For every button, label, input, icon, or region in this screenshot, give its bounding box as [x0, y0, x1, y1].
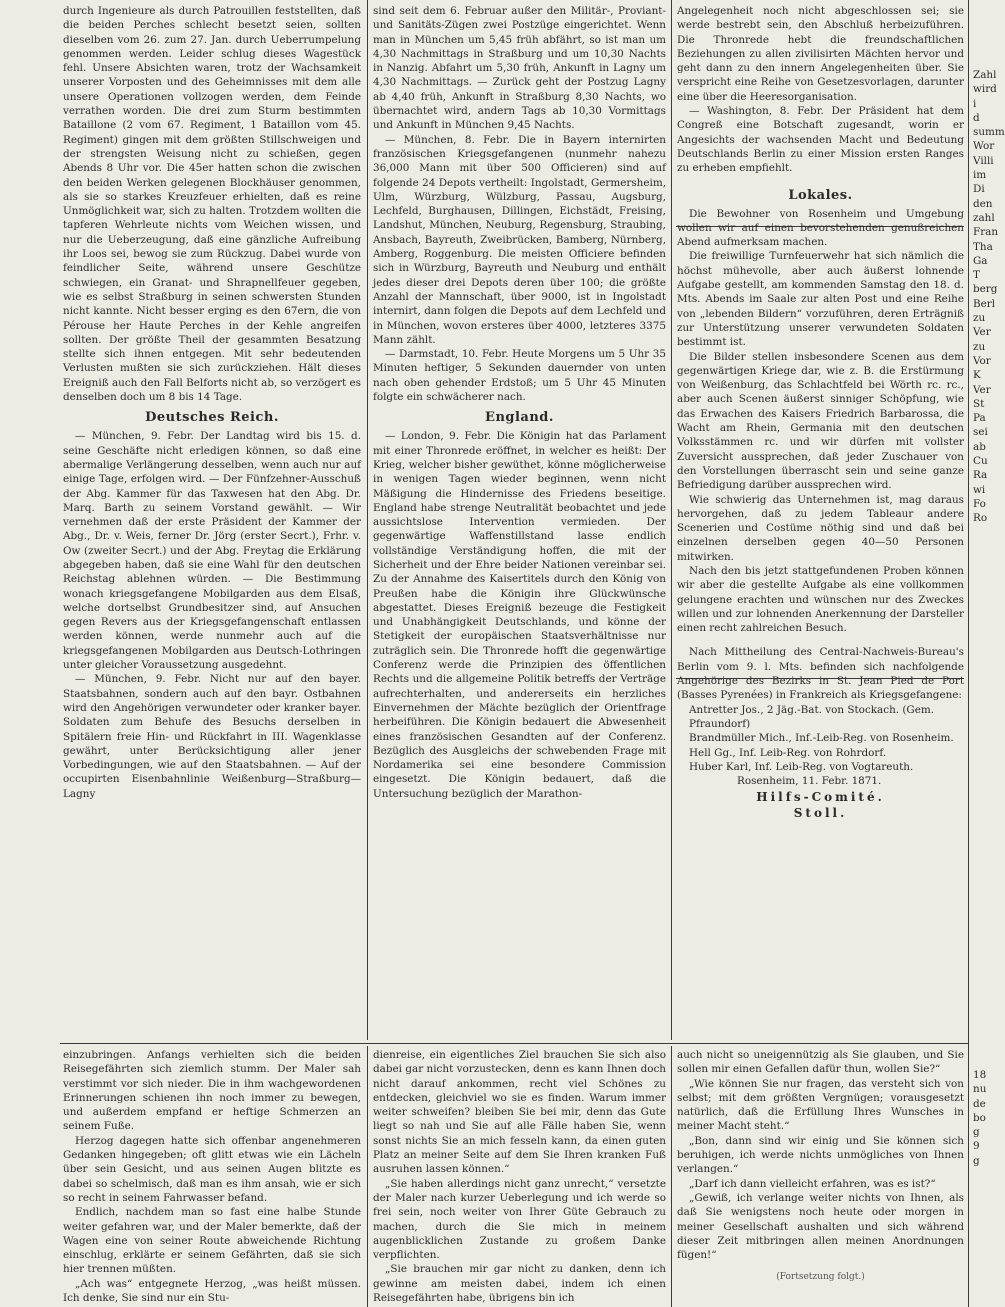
edge-fragment: bo: [973, 1111, 986, 1124]
edge-fragment: Ga: [973, 254, 988, 267]
edge-fragment: wird: [973, 83, 997, 96]
feuilleton-paragraph-2: Herzog dagegen hatte sich offenbar angenehmeren Gedanken hingegeben; oft glitt etwas wie ein Lächeln über sein Gesicht, und aus seinen Augen blitzte es dabei so schelmisch, daß man es ihm ansah, wie er sich so recht in seinem Fahrwasser befand.: [63, 1134, 361, 1204]
feuilleton-rule: [60, 1043, 968, 1044]
notice-entry-1: Antretter Jos., 2 Jäg.-Bat. von Stockach. (Gem. Pfraundorf): [689, 703, 935, 730]
edge-fragment: St: [973, 397, 985, 410]
article-belfort: durch Ingenieure als durch Patrouillen feststellten, daß die beiden Perches schlecht besetzt seien, sollten dieselben vom 26. zum 27. Jan. durch Ueberrumpelung genommen werden. Leider schlug dieses Wagestück fehl. Unsere Absichten waren, trotz der Wachsamkeit unserer Vorposten und des Geheimnisses mit dem alle unsere Operationen vollzogen werden, dem Feinde verrathen worden. Die drei zum Sturm bestimmten Bataillone (2 vom 67. Regiment, 1 Bataillon vom 45. Regiment) gingen mit dem größten Stillschweigen und der strengsten Weisung nicht zu schießen, gegen Abends 8 Uhr vor. Die 45er hatten schon die zwischen den beiden Werken gelegenen Blockhäuser genommen, als sie so starkes Kreuzfeuer erhielten, daß es reine Unmöglichkeit war, sich zu halten. Trotzdem wollten die tapferen Wehrleute nichts vom Weichen wissen, und nur die Ueberzeugung, daß eine gänzliche Aufreibung ihr Loos sei, bewog sie zum Rückzug. Dabei wurde von feindlicher Seite, während unsere Geschütze schwiegen, ein Granat- und Shrapnellfeuer gegeben, wie es selbst Straßburg in seinen schwersten Stunden nicht kannte. Nicht besser erging es den 67ern, die von Pérouse her Haute Perches in der Kehle angreifen sollten. Der größte Theil der gesammten Besatzung stellte sich ihnen entgegen. Mit sehr bedeutenden Verlusten mußten sie sich zurückziehen. Hält dieses Ereigniß auch den Fall Belforts nicht ab, so verzögert es denselben doch um 8 bis 14 Tage.: [63, 5, 361, 404]
edge-fragment: de: [973, 1097, 986, 1110]
feuilleton-paragraph-5: dienreise, ein eigentliches Ziel brauchen Sie sich also dabei gar nicht vorzustecken, denn es kann Ihnen doch nicht darauf ankommen, recht viel Schönes zu entdecken, gleichviel wo sie es finden. Warum immer weiter schweifen? bleiben Sie bei mir, denn das Gute liegt so nah und Sie auf alle Fälle haben Sie, wenn sonst nichts Sie an mich fesseln kann, da einen guten Platz an meiner Seite auf dem Sie Ihren kranken Fuß ausruhen lassen können.“: [373, 1049, 666, 1176]
edge-fragments-bottom: [973, 1068, 1000, 1303]
edge-fragment: ab: [973, 440, 986, 453]
edge-fragment: K: [973, 369, 981, 382]
edge-fragment: nu: [973, 1083, 987, 1096]
edge-fragment: Ro: [973, 512, 988, 525]
edge-fragment: den: [973, 197, 993, 210]
edge-fragment: Wor: [973, 140, 995, 153]
notice-kriegsgefangene: Nach Mittheilung des Central-Nachweis-Bureau's Berlin vom 9. l. Mts. befinden sich nachfolgende Angehörige des Bezirks in St. Jean Pied de Port (Basses Pyrenées) in Frankreich als Kriegsgefangene:: [677, 646, 964, 702]
notice-signature-name: Stoll.: [793, 806, 848, 821]
feuilleton-paragraph-10: „Bon, dann sind wir einig und Sie können sich beruhigen, ich werde nichts unmögliches von Ihnen verlangen.“: [677, 1134, 964, 1176]
edge-fragment: g: [973, 1126, 980, 1139]
edge-fragment: Fo: [973, 497, 986, 510]
top-column-2: [373, 4, 666, 1040]
edge-fragments-top: [973, 68, 1005, 1038]
edge-fragment: Villi: [973, 154, 994, 167]
edge-fragment: 18: [973, 1069, 987, 1081]
bottom-column-1: [63, 1048, 361, 1303]
column-rule-bottom-1: [367, 1046, 368, 1307]
notice-entry-2: Brandmüller Mich., Inf.-Leib-Reg. von Rosenheim.: [689, 732, 954, 745]
feuilleton-paragraph-7: „Sie brauchen mir gar nicht zu danken, denn ich gewinne am meisten dabei, indem ich einen Reisegefährten habe, übrigens bin ich: [373, 1263, 666, 1305]
edge-fragment: Cu: [973, 455, 988, 468]
edge-fragment: d: [973, 111, 980, 124]
feuilleton-paragraph-9: „Wie können Sie nur fragen, das versteht sich von selbst; mit dem größten Vergnügen; vorausgesetzt natürlich, daß die Erfüllung Ihres Wunsches in meiner Macht steht.“: [677, 1077, 964, 1133]
edge-fragment: im: [973, 169, 987, 182]
edge-fragment: Fran: [973, 226, 999, 239]
feuilleton-paragraph-11: „Darf ich dann vielleicht erfahren, was es ist?“: [689, 1177, 936, 1190]
column-rule-bottom-2: [671, 1046, 672, 1307]
article-london: — London, 9. Febr. Die Königin hat das Parlament mit einer Thronrede eröffnet, in welcher es heißt: Der Krieg, welcher bisher gewüthet, könne möglicherweise in wenigen Tagen wieder beginnen, wenn nicht Mäßigung die Hindernisse des Friedens beseitige. England habe strenge Neutralität beobachtet und jede aussichtslose Intervention vermieden. Der gegenwärtige Waffenstillstand lasse endlich vollständige Verständigung hoffen, die mit der Sicherheit und der Ehre beider Nationen vereinbar sei. Zu der Annahme des Kaisertitels durch den König von Preußen habe die Königin ihre Glückwünsche abgestattet. Dieses Ereigniß bezeuge die Festigkeit und Unabhängigkeit Deutschlands, und könne der Stetigkeit der europäischen Staatsverhältnisse nur zuträglich sein. Die Thronrede hofft die gegenwärtige Conferenz werde die Prinzipien des öffentlichen Rechts und die allgemeine Politik betreffs der Verträge aufrechterhalten, und andererseits ein herzliches Einvernehmen der Mächte bezüglich der Orientfrage herbeiführen. Die Königin bedauert die Abwesenheit eines französischen Gesandten auf der Conferenz. Bezüglich des Ausgleichs der schwebenden Frage mit Nordamerika sei eine besondere Commission eingesetzt. Die Königin bedauert, daß die Untersuchung bezüglich der Marathon-: [373, 430, 666, 800]
edge-fragment: zu: [973, 340, 986, 353]
edge-fragment: sei: [973, 426, 988, 439]
column-rule-1: [367, 0, 368, 1040]
article-thronrede-cont: Angelegenheit noch nicht abgeschlossen sei; sie werde bestrebt sein, den Abschluß herbeizuführen. Die Thronrede hebt die freundschaftlichen Beziehungen zu allen zivilisirten Mächten hervor und geht dann zu den innern Angelegenheiten über. Sie verspricht eine Reihe von Gesetzesvorlagen, darunter eine über die Heeresorganisation.: [677, 5, 964, 103]
lokales-paragraph-5: Nach den bis jetzt stattgefundenen Proben können wir aber die gestellte Aufgabe als eine vollkommen gelungene erachten und wünschen nur des Zweckes willen und zur lohnenden Anerkennung der Darsteller einen recht zahlreichen Besuch.: [677, 564, 964, 635]
edge-fragment: zahl: [973, 211, 995, 224]
section-heading-deutsches-reich: Deutsches Reich.: [145, 410, 279, 426]
edge-fragment: Ver: [973, 383, 991, 396]
article-postzuege: sind seit dem 6. Februar außer den Militär-, Proviant- und Sanitäts-Zügen zwei Postzüge eingerichtet. Wenn man in München um 5,45 früh abfährt, so ist man um 4,30 Nachmittags in Straßburg und um 10,30 Nachts in Nanzig. Abfahrt um 5,30 früh, Ankunft in Lagny um 4,30 Nachmittags. — Zurück geht der Postzug Lagny ab 4,40 früh, Ankunft in Straßburg 8,30 Nachts, wo übernachtet wird, andern Tags ab 10,30 Vormittags und Ankunft in München 9,45 Nachts.: [373, 5, 666, 132]
edge-fragment: Zahl: [973, 69, 997, 81]
edge-fragment: Tha: [973, 240, 993, 253]
edge-fragment: Ra: [973, 469, 988, 482]
column-rule-right: [968, 0, 969, 1307]
notice-entry-4: Huber Karl, Inf. Leib-Reg. von Vogtareuth.: [689, 760, 914, 773]
lokales-paragraph-2: Die freiwillige Turnfeuerwehr hat sich nämlich die höchst mühevolle, aber auch äußerst lohnende Aufgabe gestellt, am kommenden Samstag den 18. d. Mts. Abends im Saale zur alten Post und eine Reihe von „lebenden Bildern“ vorzuführen, deren Erträgniß zur Unterstützung unserer verwundeten Soldaten bestimmt ist.: [677, 250, 964, 349]
edge-fragment: 9: [973, 1140, 980, 1153]
lokales-paragraph-1: Die Bewohner von Rosenheim und Umgebung wollen wir auf einen bevorstehenden genußreichen Abend aufmerksam machen.: [677, 207, 964, 249]
feuilleton-paragraph-4: „Ach was“ entgegnete Herzog, „was heißt müssen. Ich denke, Sie sind nur ein Stu-: [63, 1277, 361, 1305]
feuilleton-paragraph-3: Endlich, nachdem man so fast eine halbe Stunde weiter gefahren war, und der Maler bemerkte, daß der Wagen eine von seiner Route abweichende Richtung einschlug, erklärte er seinem Gefährten, daß sie sich hier trennen müßten.: [63, 1206, 361, 1276]
continuation-note: (Fortsetzung folgt.): [776, 1272, 865, 1283]
lokales-paragraph-3: Die Bilder stellen insbesondere Scenen aus dem gegenwärtigen Kriege dar, wie z. B. die Erstürmung von Weißenburg, das Schlachtfeld bei Wörth rc. rc., aber auch Scenen äußerst sinniger Schöpfung, wie das Erwachen des Kaisers Friedrich Barbarossa, die Wacht am Rhein, Germania mit den deutschen Volksstämmen rc. und wir dürfen mit vollster Zuversicht aussprechen, daß jeder Zuschauer von den Vorstellungen überrascht sein und seine ganze Befriedigung darüber aussprechen wird.: [677, 350, 964, 492]
edge-fragment: g: [973, 1154, 980, 1167]
edge-fragment: Di: [973, 183, 985, 196]
column-rule-2: [671, 0, 672, 1040]
article-darmstadt: — Darmstadt, 10. Febr. Heute Morgens um 5 Uhr 35 Minuten heftiger, 5 Sekunden dauernder von unten nach oben gehender Erdstoß; um 5 Uhr 45 Minuten folgte ein schwächerer nach.: [373, 348, 666, 404]
edge-fragment: Vor: [973, 354, 991, 367]
edge-fragment: berg: [973, 283, 998, 296]
edge-fragment: i: [973, 97, 977, 110]
edge-fragment: T: [973, 269, 980, 282]
feuilleton-paragraph-8: auch nicht so uneigennützig als Sie glauben, und Sie sollen mir einen Gefallen dafür thun, wollen Sie?“: [677, 1049, 964, 1076]
edge-fragment: summ: [973, 126, 1005, 139]
edge-fragment: zu: [973, 312, 986, 325]
edge-fragment: Pa: [973, 412, 986, 425]
edge-fragment: Ver: [973, 326, 991, 339]
bottom-column-2: [373, 1048, 666, 1303]
section-heading-england: England.: [485, 410, 554, 426]
top-column-1: [63, 4, 361, 1040]
article-muenchen-bahnen: — München, 9. Febr. Nicht nur auf den bayer. Staatsbahnen, sondern auch auf den bayr. Ostbahnen wird den Angehörigen verwundeter oder kranker bayer. Soldaten zum Behufe des Besuchs derselben in Spitälern freie Hin- und Rückfahrt in III. Wagenklasse gewährt, unter Berücksichtigung aller jener Vorbedingungen, wie auf den Staatsbahnen. — Auf der occupirten Eisenbahnlinie Weißenburg—Straßburg—Lagny: [63, 673, 361, 800]
edge-fragment: Berl: [973, 297, 996, 310]
bottom-column-3: [677, 1048, 964, 1303]
lokales-paragraph-4: Wie schwierig das Unternehmen ist, mag daraus hervorgehen, daß zu jedem Tableaur andere Scenerien und Costüme nöthig sind und daß bei einzelnen derselben gegen 40—50 Personen mitwirken.: [677, 493, 964, 563]
notice-entry-3: Hell Gg., Inf. Leib-Reg. von Rohrdorf.: [689, 746, 887, 759]
article-kriegsgefangene: — München, 8. Febr. Die in Bayern internirten französischen Kriegsgefangenen (nunmehr nahezu 36,000 Mann mit über 500 Officieren) sind auf folgende 24 Depots vertheilt: Ingolstadt, Germersheim, Ulm, Würzburg, Wülzburg, Passau, Augsburg, Lechfeld, Burghausen, Dillingen, Eichstädt, Freising, Landshut, München, Neuburg, Regensburg, Straubing, Ansbach, Bayreuth, Zweibrücken, Bamberg, Nürnberg, Amberg, Roggenburg. Die meisten Officiere befinden sich in Würzburg, Bayreuth und Neuburg und enthält jedes dieser drei Depots deren über 100; die größte Anzahl der Mannschaft, über 9000, ist in Ingolstadt internirt, dann folgen die Depots auf dem Lechfeld und in München, wovon ersteres über 4000, letzteres 3375 Mann zählt.: [373, 133, 666, 346]
feuilleton-paragraph-1: einzubringen. Anfangs verhielten sich die beiden Reisegefährten sich ziemlich stumm. Der Maler sah verstimmt vor sich nieder. Die in ihm wachgewordenen Erinnerungen schienen ihn noch immer zu bewegen, und außerdem empfand er heftige Schmerzen an seinem Fuße.: [63, 1049, 361, 1133]
section-heading-lokales: Lokales.: [788, 187, 853, 203]
article-washington: — Washington, 8. Febr. Der Präsident hat dem Congreß eine Botschaft zugesandt, worin er Angesichts der wachsenden Macht und Bedeutung Deutschlands Berlin zu einer Mission ersten Ranges zu erheben empfiehlt.: [677, 105, 964, 175]
feuilleton-paragraph-12: „Gewiß, ich verlange weiter nichts von Ihnen, als daß Sie wenigstens noch heute oder morgen in meiner Gesellschaft aushalten und sich während dieser Zeit mitbringen allen meinen Anordnungen fügen!“: [677, 1191, 964, 1262]
feuilleton-paragraph-6: „Sie haben allerdings nicht ganz unrecht,“ versetzte der Maler nach kurzer Ueberlegung und ich werde so frei sein, noch weiter von Ihrer Güte Gebrauch zu machen, durch die Sie mich in meinem augenblicklichen Zustande zu großem Danke verpflichten.: [373, 1177, 666, 1262]
article-muenchen-landtag: — München, 9. Febr. Der Landtag wird bis 15. d. seine Geschäfte nicht erledigen können, so daß eine abermalige Verlängerung desselben, wenn auch nur auf einige Tage, erfolgen wird. — Der Fünfzehner-Ausschuß der Abg. Kammer für das Taxwesen hat den Abg. Dr. Marq. Barth zu seinem Vorstand gewählt. — Wir vernehmen daß der erste Präsident der Kammer der Abg., Dr. v. Weis, ferner Dr. Jörg (erster Secrt.), Frhr. v. Ow (zweiter Secrt.) und der Abg. Freytag die Erklärung abgegeben haben, daß sie eine Wahl für den deutschen Reichstag ablehnen würden. — Die Bestimmung wonach kriegsgefangene Mobilgarden aus dem Elsaß, welche dortselbst Grundbesitzer sind, auf Ansuchen gegen Revers aus der Kriegsgefangenschaft entlassen werden können, werde nunmehr auch auf die kriegsgefangenen Mobilgarden aus Deutsch-Lothringen unter gleicher Voraussetzung ausgedehnt.: [63, 430, 361, 672]
notice-date: Rosenheim, 11. Febr. 1871.: [737, 775, 882, 788]
edge-fragment: wi: [973, 483, 986, 496]
notice-signature-committee: Hilfs-Comité.: [756, 790, 885, 805]
top-column-3: [677, 4, 964, 1040]
